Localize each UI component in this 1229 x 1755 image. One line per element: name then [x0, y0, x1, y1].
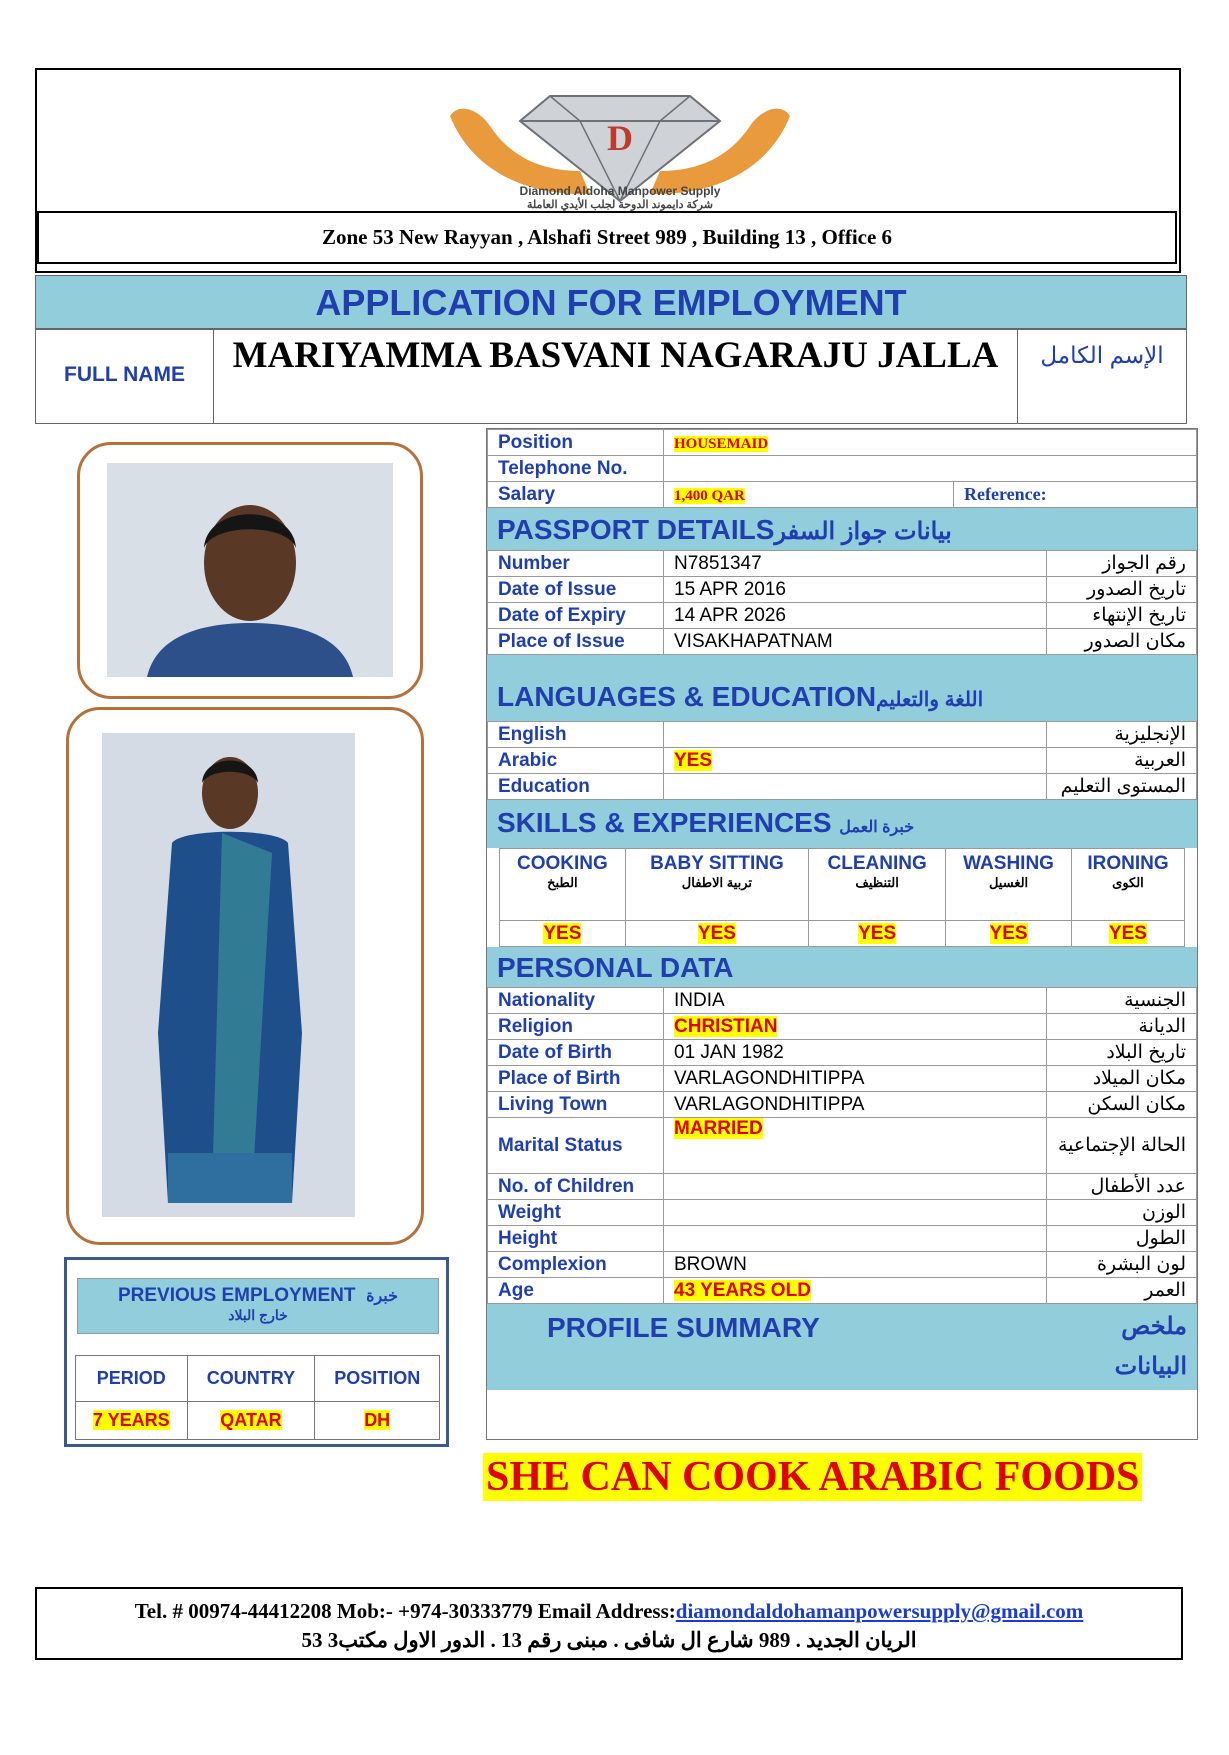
- table-row: [488, 1252, 1197, 1278]
- personal-field-label: Place of Birth: [488, 1066, 664, 1092]
- salary-label: Salary: [488, 482, 664, 508]
- passport-field-label: Place of Issue: [488, 629, 664, 655]
- logo-letters: D: [607, 118, 633, 158]
- skills-heading: SKILLS & EXPERIENCES: [497, 807, 832, 838]
- skill-header: [500, 849, 626, 921]
- table-row: [488, 1226, 1197, 1252]
- passport-field-label-ar: تاريخ الصدور: [1047, 577, 1197, 603]
- telephone-label: Telephone No.: [488, 456, 664, 482]
- skill-value: YES: [858, 922, 897, 944]
- table-row: [488, 1118, 1197, 1174]
- skill-header: [809, 849, 946, 921]
- footer-email-link[interactable]: diamondaldohamanpowersupply@gmail.com: [675, 1599, 1084, 1623]
- full-name-label: FULL NAME: [36, 330, 214, 423]
- personal-section-heading: [487, 947, 1197, 987]
- personal-field-label-ar: الديانة: [1047, 1014, 1197, 1040]
- language-field-label-ar: المستوى التعليم: [1047, 774, 1197, 800]
- footer-address-ar: 53 الريان الجديد . 989 شارع ال شافى . مبنى رقم 13 . الدور الاول مكتب3: [301, 1628, 917, 1652]
- full-name-row: [35, 329, 1187, 424]
- languages-section-heading: [487, 655, 1197, 721]
- personal-field-label: Age: [488, 1278, 664, 1304]
- table-row: [488, 551, 1197, 577]
- table-row: [500, 921, 1185, 947]
- skill-label: IRONING: [1087, 853, 1169, 874]
- page-title: APPLICATION FOR EMPLOYMENT: [35, 275, 1187, 329]
- personal-field-value: VARLAGONDHITIPPA: [674, 1093, 865, 1115]
- previous-employment-table: [75, 1355, 440, 1440]
- skill-value: YES: [1108, 922, 1147, 944]
- personal-field-label-ar: لون البشرة: [1047, 1252, 1197, 1278]
- skill-value: YES: [697, 922, 736, 944]
- passport-field-value: 14 APR 2026: [674, 604, 786, 626]
- period-value: 7 YEARS: [92, 1410, 170, 1430]
- skill-label-ar: تربية الاطفال: [681, 875, 753, 890]
- personal-field-label: Height: [488, 1226, 664, 1252]
- personal-field-label: Marital Status: [488, 1118, 664, 1174]
- previous-employment-heading-ar-1: خبرة: [366, 1288, 399, 1305]
- skill-header: [625, 849, 808, 921]
- skills-heading-ar: خبرة العمل: [839, 819, 915, 836]
- personal-field-label-ar: مكان الميلاد: [1047, 1066, 1197, 1092]
- skill-label: CLEANING: [827, 853, 927, 874]
- skill-label: WASHING: [963, 853, 1054, 874]
- language-field-value: YES: [674, 749, 713, 771]
- skill-label: BABY SITTING: [650, 853, 784, 874]
- personal-field-label-ar: العمر: [1047, 1278, 1197, 1304]
- position-label: Position: [488, 430, 664, 456]
- languages-heading-ar: اللغة والتعليم: [876, 689, 984, 711]
- profile-section: [487, 1304, 1197, 1390]
- personal-field-label-ar: عدد الأطفال: [1047, 1174, 1197, 1200]
- personal-field-label-ar: الوزن: [1047, 1200, 1197, 1226]
- position-value-prev: DH: [364, 1410, 391, 1430]
- passport-field-label: Date of Issue: [488, 577, 664, 603]
- passport-field-value: VISAKHAPATNAM: [674, 630, 833, 652]
- language-field-label: Education: [488, 774, 664, 800]
- personal-field-value: BROWN: [674, 1253, 747, 1275]
- personal-field-value: 43 YEARS OLD: [674, 1279, 811, 1301]
- details-panel: [486, 428, 1198, 1440]
- passport-field-label: Number: [488, 551, 664, 577]
- full-name-label-ar: الإسم الكامل: [1017, 330, 1186, 423]
- languages-table: [487, 721, 1197, 800]
- personal-field-label-ar: الحالة الإجتماعية: [1047, 1118, 1197, 1174]
- personal-field-label: No. of Children: [488, 1174, 664, 1200]
- personal-field-label-ar: الجنسية: [1047, 988, 1197, 1014]
- job-table: [487, 429, 1197, 508]
- passport-field-label-ar: رقم الجواز: [1047, 551, 1197, 577]
- passport-field-value: 15 APR 2016: [674, 578, 786, 600]
- table-row: [488, 1066, 1197, 1092]
- personal-table: [487, 987, 1197, 1304]
- table-row: [488, 1174, 1197, 1200]
- skills-table: [499, 848, 1185, 947]
- previous-employment-heading-box: [77, 1278, 439, 1334]
- personal-field-value: 01 JAN 1982: [674, 1041, 784, 1063]
- logo-text-ar: شركة دايموند الدوحة لجلب الأيدي العاملة: [527, 199, 713, 211]
- footer-box: [35, 1587, 1183, 1660]
- previous-employment-heading-ar-2: خارج البلاد: [228, 1307, 288, 1323]
- language-field-label: English: [488, 722, 664, 748]
- passport-heading: PASSPORT DETAILS: [497, 514, 775, 545]
- passport-field-label-ar: مكان الصدور: [1047, 629, 1197, 655]
- table-row: [488, 629, 1197, 655]
- table-row: [488, 1014, 1197, 1040]
- full-name-value: MARIYAMMA BASVANI NAGARAJU JALLA: [232, 335, 999, 376]
- passport-heading-ar: بيانات جواز السفر: [774, 518, 952, 545]
- profile-heading: PROFILE SUMMARY: [547, 1312, 820, 1343]
- table-row: [488, 1278, 1197, 1304]
- profile-heading-ar-2: البيانات: [1114, 1353, 1187, 1380]
- salary-value: 1,400 QAR: [674, 487, 745, 504]
- language-field-label-ar: العربية: [1047, 748, 1197, 774]
- previous-employment-box: [64, 1257, 449, 1447]
- table-row: [488, 988, 1197, 1014]
- personal-field-label-ar: مكان السكن: [1047, 1092, 1197, 1118]
- footer-contact: Tel. # 00974-44412208 Mob:- +974-30333779 Email Address:: [134, 1599, 676, 1623]
- passport-section-heading: [487, 508, 1197, 550]
- skill-header: [946, 849, 1072, 921]
- language-field-label-ar: الإنجليزية: [1047, 722, 1197, 748]
- table-row: [488, 722, 1197, 748]
- passport-field-label: Date of Expiry: [488, 603, 664, 629]
- period-header: PERIOD: [76, 1356, 188, 1402]
- country-value: QATAR: [220, 1410, 282, 1430]
- table-row: [488, 774, 1197, 800]
- position-header: POSITION: [315, 1356, 440, 1402]
- table-row: [488, 577, 1197, 603]
- personal-heading: PERSONAL DATA: [497, 952, 734, 983]
- skill-label-ar: الطبخ: [547, 875, 578, 890]
- table-row: [76, 1356, 440, 1402]
- table-row: [488, 1200, 1197, 1226]
- skill-value: YES: [543, 922, 582, 944]
- table-row: [488, 482, 1197, 508]
- table-row: [500, 849, 1185, 921]
- passport-field-value: N7851347: [674, 552, 762, 574]
- table-row: [488, 1092, 1197, 1118]
- personal-field-label: Complexion: [488, 1252, 664, 1278]
- skill-label: COOKING: [516, 853, 608, 874]
- table-row: [488, 603, 1197, 629]
- position-value: HOUSEMAID: [674, 435, 769, 452]
- personal-field-value: MARRIED: [674, 1118, 763, 1139]
- logo-text-en: Diamond Aldoha Manpower Supply: [519, 184, 721, 198]
- skill-label-ar: الغسيل: [988, 875, 1029, 890]
- personal-field-label: Nationality: [488, 988, 664, 1014]
- passport-table: [487, 550, 1197, 655]
- personal-field-label-ar: تاريخ البلاد: [1047, 1040, 1197, 1066]
- cooking-note: SHE CAN COOK ARABIC FOODS: [483, 1453, 1142, 1501]
- telephone-value: [664, 456, 1197, 482]
- country-header: COUNTRY: [187, 1356, 315, 1402]
- table-row: [76, 1402, 440, 1440]
- personal-field-value: INDIA: [674, 989, 725, 1011]
- skill-label-ar: الكوى: [1112, 875, 1144, 890]
- reference-label: Reference:: [954, 482, 1197, 508]
- personal-field-label: Living Town: [488, 1092, 664, 1118]
- personal-field-value: CHRISTIAN: [674, 1015, 778, 1037]
- profile-heading-ar-1: ملخص: [1121, 1313, 1187, 1340]
- personal-field-label-ar: الطول: [1047, 1226, 1197, 1252]
- personal-field-label: Religion: [488, 1014, 664, 1040]
- languages-heading: LANGUAGES & EDUCATION: [497, 681, 877, 712]
- table-row: [488, 430, 1197, 456]
- personal-field-value: VARLAGONDHITIPPA: [674, 1067, 865, 1089]
- passport-field-label-ar: تاريخ الإنتهاء: [1047, 603, 1197, 629]
- skill-label-ar: التنظيف: [855, 875, 899, 890]
- company-address: Zone 53 New Rayyan , Alshafi Street 989 , Building 13 , Office 6: [37, 211, 1177, 264]
- skills-section-heading: [487, 800, 1197, 848]
- table-row: [488, 456, 1197, 482]
- previous-employment-heading: PREVIOUS EMPLOYMENT: [117, 1285, 356, 1306]
- table-row: [488, 748, 1197, 774]
- skill-header: [1071, 849, 1184, 921]
- personal-field-label: Date of Birth: [488, 1040, 664, 1066]
- portrait-photo: [107, 463, 393, 677]
- language-field-label: Arabic: [488, 748, 664, 774]
- table-row: [488, 1040, 1197, 1066]
- full-body-photo: [102, 733, 355, 1217]
- skill-value: YES: [989, 922, 1028, 944]
- personal-field-label: Weight: [488, 1200, 664, 1226]
